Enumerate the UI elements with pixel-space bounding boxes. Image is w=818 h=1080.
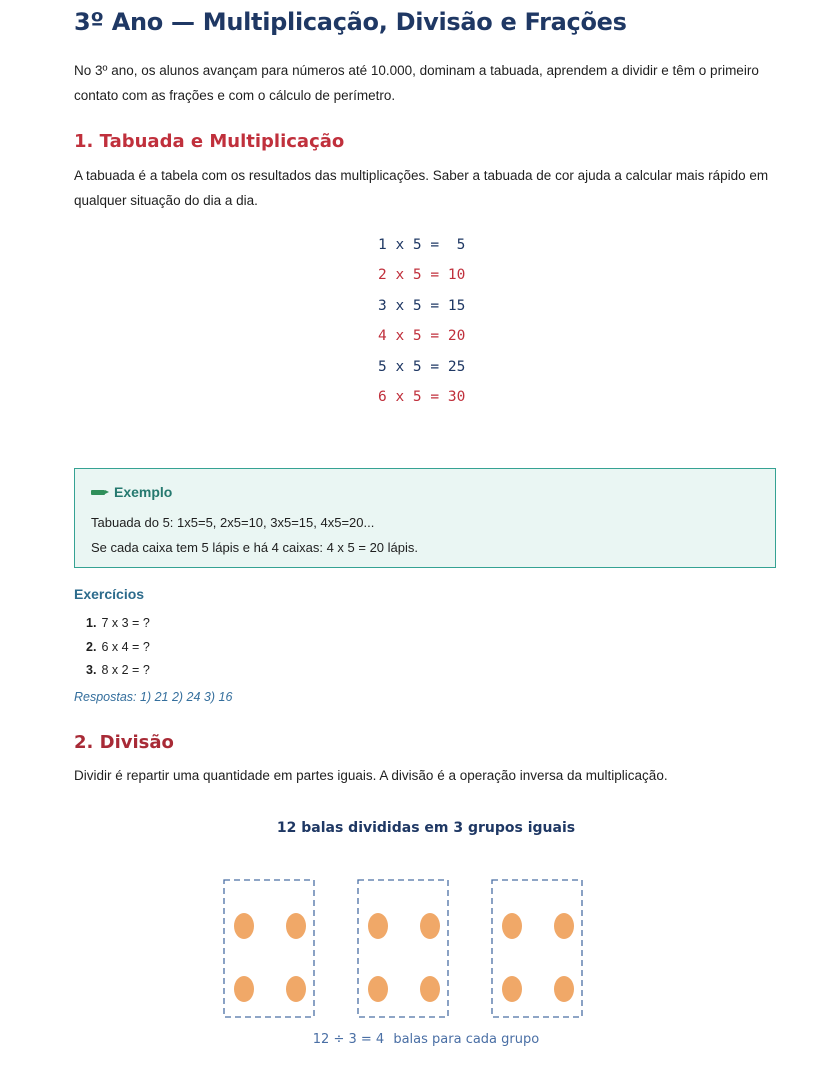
exercise-number: 1.	[86, 616, 97, 630]
example-line: Tabuada do 5: 1x5=5, 2x5=10, 3x5=15, 4x5=20...	[91, 515, 375, 530]
candy	[286, 976, 306, 1002]
list-item	[86, 659, 150, 683]
multiplication-row: 4 x 5 = 20	[378, 328, 466, 345]
candy	[554, 913, 574, 939]
caption-expression: 12 ÷ 3 = 4	[312, 1032, 385, 1047]
exercise-text: 8 x 2 = ?	[101, 663, 150, 677]
candy	[502, 913, 522, 939]
candy	[234, 913, 254, 939]
candy	[286, 913, 306, 939]
candy	[420, 913, 440, 939]
multiplication-row: 5 x 5 = 25	[378, 358, 466, 375]
exercise-list	[86, 612, 150, 683]
candy	[234, 976, 254, 1002]
caption-rest: balas para cada grupo	[393, 1032, 540, 1047]
pencil-icon	[91, 490, 109, 495]
example-title-label: Exemplo	[114, 484, 173, 500]
page-title: 3º Ano — Multiplicação, Divisão e Frações	[74, 8, 627, 36]
multiplication-row: 2 x 5 = 10	[378, 267, 466, 284]
multiplication-table	[378, 230, 498, 412]
figure-caption	[313, 1032, 539, 1047]
example-box	[74, 468, 776, 568]
divisao-paragraph: Dividir é repartir uma quantidade em partes iguais. A divisão é a operação inversa da multiplicação.	[74, 768, 668, 783]
list-item	[86, 612, 150, 636]
exercise-number: 2.	[86, 639, 97, 654]
multiplication-row: 3 x 5 = 15	[378, 297, 466, 314]
candy	[368, 976, 388, 1002]
exercise-text: 7 x 3 = ?	[101, 616, 150, 630]
exercise-text: 6 x 4 = ?	[101, 639, 150, 654]
candy-groups	[224, 880, 582, 1017]
multiplication-row: 1 x 5 = 5	[378, 237, 466, 253]
example-title	[91, 484, 172, 500]
section-heading-tabuada: 1. Tabuada e Multiplicação	[74, 131, 345, 152]
candy	[502, 976, 522, 1002]
candy	[420, 976, 440, 1002]
answers-line: Respostas: 1) 21 2) 24 3) 16	[74, 690, 233, 704]
figure-title: 12 balas divididas em 3 grupos iguais	[276, 820, 576, 836]
exercises-heading: Exercícios	[74, 586, 145, 602]
division-figure	[0, 812, 818, 1052]
section-heading-divisao: 2. Divisão	[74, 732, 174, 753]
candy	[554, 976, 574, 1002]
intro-paragraph: No 3º ano, os alunos avançam para números até 10.000, dominam a tabuada, aprendem a dividir e têm o primeiro contato com as frações e com o cálculo de perímetro.	[74, 63, 759, 103]
example-line: Se cada caixa tem 5 lápis e há 4 caixas: 4 x 5 = 20 lápis.	[91, 540, 418, 555]
exercise-number: 3.	[86, 663, 97, 677]
list-item	[86, 636, 150, 660]
multiplication-row: 6 x 5 = 30	[378, 388, 466, 405]
tabuada-paragraph: A tabuada é a tabela com os resultados das multiplicações. Saber a tabuada de cor ajuda a calcular mais rápido em qualquer situação do dia a dia.	[74, 168, 769, 208]
candy	[368, 913, 388, 939]
